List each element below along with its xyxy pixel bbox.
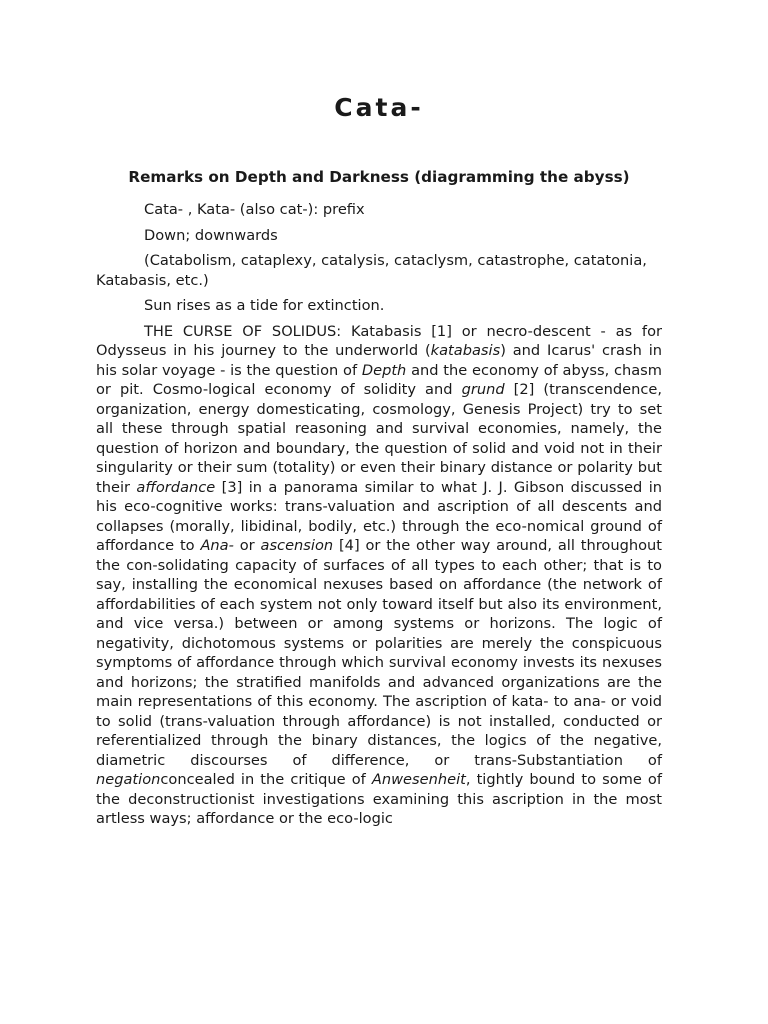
page-content	[96, 0, 662, 829]
body-text: THE CURSE OF SOLIDUS: Katabasis [1] or necro-descent - as for Odysseus in his journey to the underworld (	[96, 322, 662, 359]
body-text: [2] (transcendence, organization, energy domesticating, cosmology, Genesis Project) try to set all these through spatial reasoning and survival economies, namely, the question of horizon and boundary, the question of solid and void not in their singularity or their sum (totality) or even their binary distance or polarity but their	[96, 381, 663, 496]
italic-term: Depth	[361, 361, 407, 379]
body-paragraph	[96, 322, 662, 829]
italic-term: katabasis	[430, 342, 501, 359]
definition-line: Sun rises as a tide for extinction.	[144, 297, 385, 314]
document-subtitle: Remarks on Depth and Darkness (diagramming the abyss)	[128, 168, 630, 186]
body-text: [3] in a panorama similar to what J. J. Gibson discussed in his eco-cognitive works: trans-valuation and ascription of all descents and collapses (morally, libidinal, bodily, etc.) through the eco-nomical ground of affordance to	[96, 478, 662, 554]
body-text: ) and Icarus' crash in his solar voyage - is the question of	[96, 342, 662, 379]
italic-term: Ana-	[200, 537, 234, 554]
definition-line: Down; downwards	[144, 226, 278, 244]
italic-term: grund	[461, 381, 505, 398]
definition-line: (Catabolism, cataplexy, catalysis, cataclysm, catastrophe, catatonia, Katabasis, etc.)	[96, 252, 647, 289]
body-text: [4] or the other way around, all throughout the con-solidating capacity of surfaces of all types to each other; that is to say, installing the economical nexuses based on affordance (the network of affordabilities of each system not only toward itself but also its environment, and vice versa.) between or among systems or horizons. The logic of negativity, dichotomous systems or polarities are merely the conspicuous symptoms of affordance through which survival economy invests its nexuses and horizons; the stratified manifolds and advanced organizations are the main representations of this economy. The ascription of kata- to ana- or void to solid (trans-valuation through affordance) is not installed, conducted or referentialized through the binary distances, the logics of the negative, diametric discourses of difference, or trans-Substantiation of	[96, 537, 662, 769]
italic-term: Anwesenheit	[371, 771, 466, 788]
italic-term: ascension	[260, 537, 334, 554]
body-text: , tightly bound to some of the deconstructionist investigations examining this ascription in the most artless ways; affordance or the eco-logic	[96, 771, 662, 827]
body-text: and the economy of abyss, chasm or pit. Cosmo-logical economy of solidity and	[96, 361, 662, 398]
body-text: or	[233, 537, 261, 554]
body-text: concealed in the critique of	[160, 771, 372, 788]
document-title: Cata-	[334, 93, 424, 122]
definition-line: Cata- , Kata- (also cat-): prefix	[144, 201, 365, 218]
italic-term: negation	[96, 771, 161, 788]
italic-term: affordance	[136, 478, 216, 496]
